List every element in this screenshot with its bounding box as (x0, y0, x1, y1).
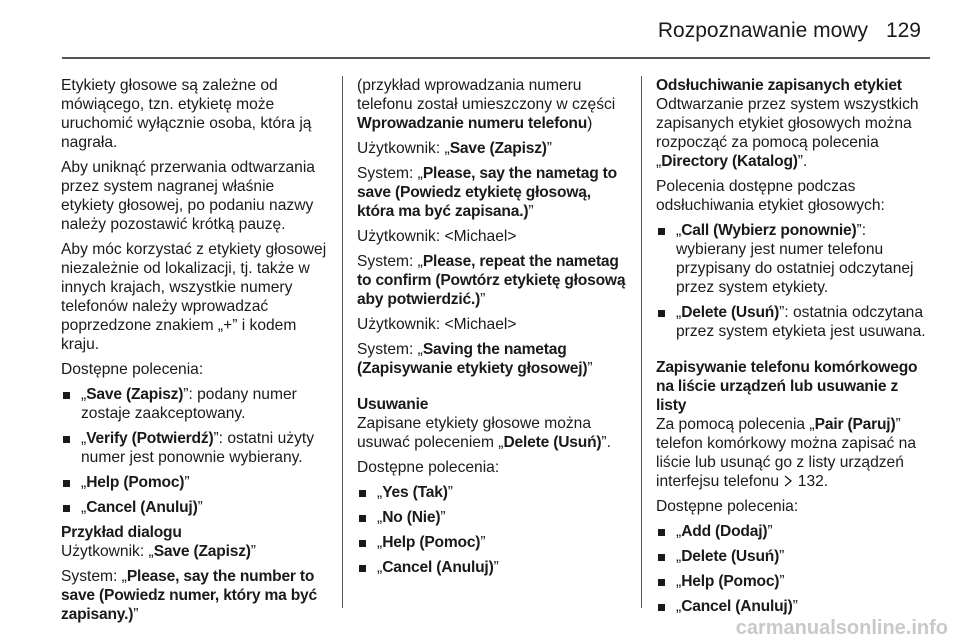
text: ) (587, 115, 593, 132)
page-number: 129 (885, 19, 921, 42)
dialog-user: Użytkownik: „Save (Zapisz)” (357, 140, 552, 157)
system-message: Please, say the nametag to save (Powiedz etykietę głosową, która ma być zapisana.) (357, 165, 617, 220)
command-list (656, 221, 928, 341)
system-message: Saving the nametag (Zapisywanie etykiety głosowej) (357, 341, 588, 377)
command-name: Help (Pomoc) (382, 534, 481, 551)
dialog-user: Użytkownik: <Michael> (357, 228, 517, 245)
paragraph (656, 415, 928, 491)
section-heading: Usuwanie (357, 396, 429, 413)
list-item: „No (Nie)” (357, 508, 627, 527)
command-name: Delete (Usuń) (681, 304, 780, 321)
column-3 (656, 76, 928, 622)
command-name: Cancel (Anuluj) (86, 499, 198, 516)
command-name: Call (Wybierz ponownie) (681, 222, 857, 239)
command-name: Verify (Potwierdź) (86, 430, 214, 447)
command-list (61, 385, 329, 517)
speaker-label: System: (357, 253, 418, 270)
command-list (357, 483, 627, 577)
text: ”. (601, 434, 611, 451)
section-heading: Zapisywanie telefonu komórkowego na liście urządzeń lub usuwanie z listy (656, 359, 918, 414)
list-item: „Add (Dodaj)” (656, 522, 928, 541)
list-item: „Help (Pomoc)” (656, 572, 928, 591)
speaker-label: System: (61, 568, 122, 585)
list-item: „Cancel (Anuluj)” (357, 558, 627, 577)
paragraph: Polecenia dostępne podczas odsłuchiwania etykiet głosowych: (656, 178, 885, 214)
dialog-system: System: „Please, say the nametag to save (Powiedz etykietę głosową, która ma być zapisana.)” (357, 165, 617, 220)
system-message: Please, repeat the nametag to confirm (Powtórz etykietę głosową aby potwierdzić.) (357, 253, 626, 308)
column-2 (357, 76, 627, 583)
paragraph: Aby uniknąć przerwania odtwarzania przez system nagranej właśnie etykiety głosowej, po podaniu nazwy należy pozostawić krótką pauzę. (61, 159, 315, 233)
text: Odtwarzanie przez system wszystkich zapisanych etykiet głosowych można rozpocząć za pomocą polecenia „ (656, 96, 919, 170)
command-name: Directory (Katalog) (661, 153, 798, 170)
page-reference: 132. (793, 473, 829, 490)
command-name: Help (Pomoc) (681, 573, 780, 590)
list-item: „Delete (Usuń)”: ostatnia odczytana przez system etykieta jest usuwana. (656, 303, 928, 341)
paragraph: Etykiety głosowe są zależne od mówiącego, tzn. etykietę może uruchomić wyłącznie osoba, która ją nagrała. (61, 77, 312, 151)
command-desc: : wybierany jest numer telefonu przypisany do ostatniej odczytanej przez system etykiety. (676, 222, 914, 296)
watermark: carmanualsonline.info (735, 617, 948, 639)
dialog-user: Użytkownik: <Michael> (357, 316, 517, 333)
paragraph: Dostępne polecenia: (357, 459, 500, 476)
footer (0, 618, 960, 642)
header-divider (62, 57, 930, 59)
list-item: „Help (Pomoc)” (357, 533, 627, 552)
list-item: „Help (Pomoc)” (61, 473, 329, 492)
speaker-label: Użytkownik: (357, 140, 445, 157)
list-item: „Cancel (Anuluj)” (656, 597, 928, 616)
paragraph: Aby móc korzystać z etykiety głosowej niezależnie od lokalizacji, tj. także w innych krajach, wszystkie numery telefonów należy wprowadzać poprzedzone znakiem „+” i kodem kraju. (61, 241, 327, 353)
speaker-label: Użytkownik: (61, 543, 149, 560)
command-name: Delete (Usuń) (681, 548, 780, 565)
dialog-system: System: „Saving the nametag (Zapisywanie etykiety głosowej)” (357, 341, 593, 377)
list-item: „Yes (Tak)” (357, 483, 627, 502)
section-heading: Odsłuchiwanie zapisanych etykiet (656, 77, 902, 94)
list-item: „Verify (Potwierdź)”: ostatni użyty numer jest ponownie wybierany. (61, 429, 329, 467)
arrow-right-icon (783, 473, 793, 490)
command-name: Yes (Tak) (382, 484, 448, 501)
command-name: Add (Dodaj) (681, 523, 768, 540)
list-item: „Save (Zapisz)”: podany numer zostaje zaakceptowany. (61, 385, 329, 423)
column-divider-2 (641, 76, 642, 608)
command-name: Save (Zapisz) (86, 386, 184, 403)
list-item: „Call (Wybierz ponownie)”: wybierany jest numer telefonu przypisany do ostatniej odczytanej przez system etykiety. (656, 221, 928, 297)
column-1 (61, 76, 329, 630)
command-name: Delete (Usuń) (503, 434, 602, 451)
command-name: Cancel (Anuluj) (681, 598, 793, 615)
text: Zapisane etykiety głosowe można usuwać poleceniem „ (357, 415, 592, 451)
text: Za pomocą polecenia „ (656, 416, 815, 433)
paragraph: Dostępne polecenia: (61, 361, 204, 378)
command-name: No (Nie) (382, 509, 441, 526)
command-desc: : podany numer zostaje zaakceptowany. (81, 386, 297, 422)
command-name: Help (Pomoc) (86, 474, 185, 491)
dialog-user: Użytkownik: „Save (Zapisz)” (61, 543, 256, 560)
dialog-system: System: „Please, say the number to save (Powiedz numer, który ma być zapisany.)” (61, 568, 317, 623)
text: ” telefon komórkowy można zapisać na liście lub usunąć go z listy urządzeń interfejsu telefonu (656, 416, 917, 490)
command-desc: : ostatni użyty numer jest ponownie wybierany. (81, 430, 314, 466)
list-item: „Cancel (Anuluj)” (61, 498, 329, 517)
command-list (656, 522, 928, 616)
speaker-label: System: (357, 341, 418, 358)
command-name: Pair (Paruj) (814, 416, 896, 433)
command-name: Save (Zapisz) (449, 140, 547, 157)
section-heading: Przykład dialogu (61, 524, 182, 541)
paragraph (656, 95, 928, 171)
dialog-system: System: „Please, repeat the nametag to confirm (Powtórz etykietę głosową aby potwierdzić.)” (357, 253, 626, 308)
column-divider-1 (342, 76, 343, 608)
text: (przykład wprowadzania numeru telefonu został umieszczony w części (357, 77, 616, 113)
command-desc: : ostatnia odczytana przez system etykieta jest usuwana. (676, 304, 926, 340)
command-name: Cancel (Anuluj) (382, 559, 494, 576)
section-ref: Wprowadzanie numeru telefonu (357, 115, 588, 132)
paragraph (357, 414, 627, 452)
speaker-label: System: (357, 165, 418, 182)
paragraph (357, 76, 627, 133)
list-item: „Delete (Usuń)” (656, 547, 928, 566)
page-header (0, 0, 960, 56)
system-message: Please, say the number to save (Powiedz numer, który ma być zapisany.) (61, 568, 317, 623)
command-name: Save (Zapisz) (153, 543, 251, 560)
text: ”. (797, 153, 808, 170)
paragraph: Dostępne polecenia: (656, 498, 799, 515)
page-title: Rozpoznawanie mowy (657, 19, 868, 42)
